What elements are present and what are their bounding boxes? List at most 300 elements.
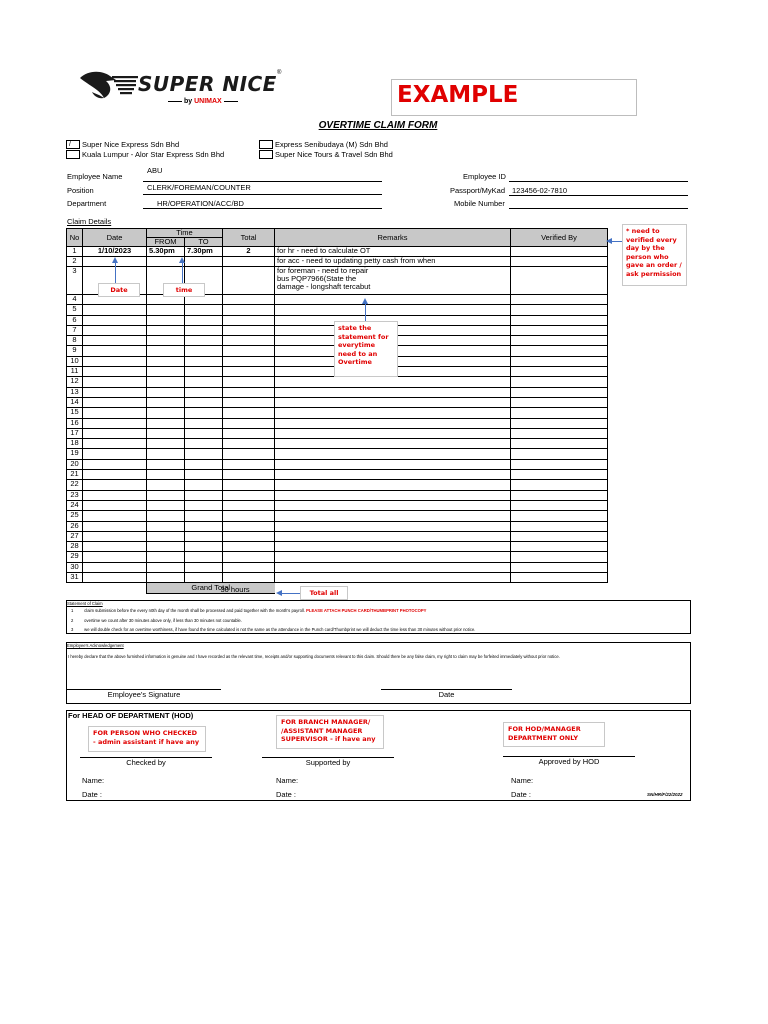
terms-item-1-text: claim submission before the every n0th day of the month shall be processed and paid together with the month's payroll. bbox=[84, 608, 305, 613]
time-note: time bbox=[163, 283, 205, 297]
department-label: Department bbox=[67, 199, 107, 208]
claim-cell-remarks[interactable] bbox=[275, 521, 511, 531]
claim-row bbox=[67, 500, 608, 510]
claim-cell-from[interactable] bbox=[147, 562, 185, 572]
acknowledgement-title: Employee's Acknowledgement bbox=[67, 643, 124, 648]
claim-cell-verified-by[interactable] bbox=[511, 511, 608, 521]
claim-cell-no: 14 bbox=[67, 397, 83, 407]
claim-cell-remarks[interactable] bbox=[275, 531, 511, 541]
claim-cell-verified-by[interactable] bbox=[511, 573, 608, 583]
claim-cell-date[interactable] bbox=[83, 356, 147, 366]
claim-cell-from[interactable] bbox=[147, 521, 185, 531]
claim-row bbox=[67, 449, 608, 459]
claim-cell-to[interactable] bbox=[185, 305, 223, 315]
claim-cell-to[interactable] bbox=[185, 428, 223, 438]
claim-cell-date[interactable] bbox=[83, 418, 147, 428]
claim-cell-total[interactable] bbox=[223, 346, 275, 356]
terms-item-1-highlight: PLEASE ATTACH PUNCH CARD/THUMBPRINT PHOTOCOPY bbox=[306, 608, 427, 613]
claim-cell-to[interactable] bbox=[185, 336, 223, 346]
hod-note-hod: FOR HOD/MANAGER DEPARTMENT ONLY bbox=[503, 722, 605, 747]
claim-cell-no: 29 bbox=[67, 552, 83, 562]
claim-remark-line: bus PQP7966(State the bbox=[277, 274, 357, 283]
claim-remark-line: for acc - need to updating petty cash from when bbox=[277, 256, 436, 265]
header-no: No bbox=[67, 229, 83, 247]
claim-cell-to[interactable] bbox=[185, 521, 223, 531]
grand-total-label: Grand Total bbox=[147, 583, 275, 594]
claim-cell-no: 13 bbox=[67, 387, 83, 397]
claim-cell-no: 8 bbox=[67, 336, 83, 346]
claim-cell-total[interactable] bbox=[223, 500, 275, 510]
claim-cell-remarks[interactable] bbox=[275, 408, 511, 418]
claim-cell-verified-by[interactable] bbox=[511, 336, 608, 346]
terms-box bbox=[66, 600, 691, 634]
claim-cell-to[interactable] bbox=[185, 315, 223, 325]
checked-name-label: Name: bbox=[82, 776, 105, 785]
claim-cell-from[interactable] bbox=[147, 408, 185, 418]
company-checkbox-2[interactable] bbox=[66, 150, 80, 159]
claim-cell-verified-by[interactable] bbox=[511, 470, 608, 480]
claim-cell-from[interactable] bbox=[147, 439, 185, 449]
claim-cell-no: 23 bbox=[67, 490, 83, 500]
claim-remark-line: for hr - need to calculate OT bbox=[277, 246, 371, 255]
claim-row bbox=[67, 470, 608, 480]
claim-cell-total[interactable] bbox=[223, 531, 275, 541]
employee-name-value[interactable]: ABU bbox=[147, 166, 163, 175]
claim-cell-no: 3 bbox=[67, 267, 83, 295]
statement-arrow-head-icon bbox=[362, 298, 368, 304]
claim-cell-to[interactable]: 7.30pm bbox=[185, 247, 223, 257]
claim-cell-verified-by[interactable] bbox=[511, 356, 608, 366]
claim-cell-verified-by[interactable] bbox=[511, 247, 608, 257]
claim-cell-date[interactable] bbox=[83, 315, 147, 325]
acknowledgement-text: I hereby declare that the above furnished information is genuine and I have recorded as the relevant time, receipts and/or supporting documents relevant to this claim. Should there be any false claim, my right to claim may be forfeited immediately without prior notice. bbox=[68, 654, 560, 659]
claim-cell-date[interactable] bbox=[83, 367, 147, 377]
claim-cell-verified-by[interactable] bbox=[511, 346, 608, 356]
approved-by-label: Approved by HOD bbox=[538, 757, 600, 766]
claim-cell-remarks[interactable] bbox=[275, 305, 511, 315]
claim-cell-verified-by[interactable] bbox=[511, 397, 608, 407]
claim-cell-no: 15 bbox=[67, 408, 83, 418]
claim-cell-total[interactable] bbox=[223, 325, 275, 335]
claim-row bbox=[67, 511, 608, 521]
claim-cell-total[interactable] bbox=[223, 295, 275, 305]
claim-cell-from[interactable] bbox=[147, 346, 185, 356]
approved-date-label: Date : bbox=[511, 790, 532, 799]
claim-cell-remarks[interactable] bbox=[275, 439, 511, 449]
claim-row bbox=[67, 295, 608, 305]
claim-row bbox=[67, 408, 608, 418]
claim-row bbox=[67, 428, 608, 438]
claim-cell-total[interactable] bbox=[223, 480, 275, 490]
claim-cell-total[interactable] bbox=[223, 336, 275, 346]
claim-cell-from[interactable] bbox=[147, 449, 185, 459]
claim-cell-verified-by[interactable] bbox=[511, 267, 608, 295]
claim-cell-from[interactable] bbox=[147, 356, 185, 366]
claim-cell-verified-by[interactable] bbox=[511, 449, 608, 459]
claim-cell-no: 21 bbox=[67, 470, 83, 480]
company-label-2: Kuala Lumpur - Alor Star Express Sdn Bhd bbox=[82, 150, 225, 159]
claim-cell-to[interactable] bbox=[185, 542, 223, 552]
total-arrow-icon bbox=[280, 593, 300, 594]
claim-cell-remarks[interactable] bbox=[275, 511, 511, 521]
claim-cell-total[interactable] bbox=[223, 418, 275, 428]
claim-cell-verified-by[interactable] bbox=[511, 367, 608, 377]
claim-cell-date[interactable] bbox=[83, 480, 147, 490]
claim-cell-date[interactable] bbox=[83, 408, 147, 418]
claim-cell-total[interactable] bbox=[223, 511, 275, 521]
company-label-4: Super Nice Tours & Travel Sdn Bhd bbox=[275, 150, 393, 159]
claim-cell-date[interactable] bbox=[83, 305, 147, 315]
claim-cell-to[interactable] bbox=[185, 531, 223, 541]
claim-cell-verified-by[interactable] bbox=[511, 428, 608, 438]
example-stamp bbox=[391, 79, 637, 116]
claim-cell-verified-by[interactable] bbox=[511, 480, 608, 490]
statement-arrow-icon bbox=[365, 303, 366, 321]
claim-cell-remarks[interactable] bbox=[275, 500, 511, 510]
time-arrow-icon bbox=[182, 262, 183, 283]
claim-cell-no: 4 bbox=[67, 295, 83, 305]
header-from: FROM bbox=[147, 238, 185, 247]
employee-name-label: Employee Name bbox=[67, 172, 123, 181]
claim-cell-from[interactable] bbox=[147, 470, 185, 480]
claim-cell-total[interactable] bbox=[223, 562, 275, 572]
claim-cell-verified-by[interactable] bbox=[511, 552, 608, 562]
claim-row bbox=[67, 257, 608, 267]
hod-note-supported: FOR BRANCH MANAGER/ /ASSISTANT MANAGER SUPERVISOR - if have any bbox=[276, 715, 384, 749]
claim-cell-no: 27 bbox=[67, 531, 83, 541]
terms-item-3 bbox=[71, 627, 475, 632]
claim-cell-no: 22 bbox=[67, 480, 83, 490]
claim-header-row bbox=[67, 229, 608, 238]
claim-cell-total[interactable] bbox=[223, 315, 275, 325]
claim-remark-line: damage - longshaft tercabut bbox=[277, 282, 371, 291]
department-underline bbox=[143, 208, 382, 209]
claim-cell-date[interactable] bbox=[83, 346, 147, 356]
claim-cell-from[interactable] bbox=[147, 336, 185, 346]
verified-arrow-head-icon bbox=[606, 238, 612, 244]
claim-cell-to[interactable] bbox=[185, 573, 223, 583]
claim-cell-to[interactable] bbox=[185, 449, 223, 459]
logo-byline bbox=[168, 98, 238, 105]
claim-row bbox=[67, 267, 608, 295]
claim-cell-verified-by[interactable] bbox=[511, 521, 608, 531]
department-value[interactable]: HR/OPERATION/ACC/BD bbox=[157, 199, 244, 208]
claim-cell-verified-by[interactable] bbox=[511, 418, 608, 428]
header-total: Total bbox=[223, 229, 275, 247]
claim-cell-total[interactable] bbox=[223, 257, 275, 267]
claim-cell-remarks[interactable] bbox=[275, 459, 511, 469]
claim-row bbox=[67, 377, 608, 387]
claim-cell-from[interactable]: 5.30pm bbox=[147, 247, 185, 257]
claim-cell-from[interactable] bbox=[147, 531, 185, 541]
claim-cell-to[interactable] bbox=[185, 346, 223, 356]
claim-cell-to[interactable] bbox=[185, 459, 223, 469]
claim-cell-from[interactable] bbox=[147, 552, 185, 562]
claim-cell-verified-by[interactable] bbox=[511, 490, 608, 500]
logo-brand-text: SUPER NICE bbox=[138, 72, 277, 96]
claim-row bbox=[67, 562, 608, 572]
form-code: SN/HR/F/22/2022 bbox=[647, 792, 683, 797]
claim-row bbox=[67, 490, 608, 500]
claim-cell-date[interactable] bbox=[83, 562, 147, 572]
hod-note-checked: FOR PERSON WHO CHECKED - admin assistant if have any bbox=[88, 726, 206, 752]
claim-cell-from[interactable] bbox=[147, 500, 185, 510]
claim-cell-verified-by[interactable] bbox=[511, 325, 608, 335]
claim-cell-total[interactable] bbox=[223, 428, 275, 438]
claim-cell-total[interactable] bbox=[223, 552, 275, 562]
logo-byline-brand: UNIMAX bbox=[194, 98, 222, 105]
claim-cell-from[interactable] bbox=[147, 573, 185, 583]
claim-row bbox=[67, 387, 608, 397]
claim-cell-date[interactable] bbox=[83, 552, 147, 562]
claim-cell-verified-by[interactable] bbox=[511, 315, 608, 325]
claim-cell-remarks[interactable] bbox=[275, 418, 511, 428]
claim-cell-from[interactable] bbox=[147, 428, 185, 438]
claim-cell-date[interactable] bbox=[83, 511, 147, 521]
employee-date-label: Date bbox=[438, 690, 455, 699]
logo bbox=[76, 68, 286, 112]
supported-date-label: Date : bbox=[276, 790, 297, 799]
claim-cell-no: 30 bbox=[67, 562, 83, 572]
claim-cell-verified-by[interactable] bbox=[511, 542, 608, 552]
claim-cell-total[interactable] bbox=[223, 439, 275, 449]
claim-row bbox=[67, 439, 608, 449]
claim-cell-from[interactable] bbox=[147, 377, 185, 387]
claim-cell-total[interactable] bbox=[223, 470, 275, 480]
claim-row bbox=[67, 521, 608, 531]
terms-item-2 bbox=[71, 618, 242, 623]
claim-cell-to[interactable] bbox=[185, 490, 223, 500]
claim-cell-from[interactable] bbox=[147, 459, 185, 469]
claim-cell-no: 28 bbox=[67, 542, 83, 552]
claim-cell-from[interactable] bbox=[147, 367, 185, 377]
claim-cell-verified-by[interactable] bbox=[511, 257, 608, 267]
claim-cell-remarks[interactable] bbox=[275, 428, 511, 438]
claim-cell-no: 1 bbox=[67, 247, 83, 257]
total-arrow-head-icon bbox=[276, 590, 282, 596]
claim-cell-remarks[interactable] bbox=[275, 257, 511, 267]
time-arrow-head-icon bbox=[179, 257, 185, 263]
supported-by-label: Supported by bbox=[305, 758, 351, 767]
claim-cell-no: 7 bbox=[67, 325, 83, 335]
claim-cell-from[interactable] bbox=[147, 305, 185, 315]
claim-cell-total[interactable] bbox=[223, 267, 275, 295]
claim-cell-to[interactable] bbox=[185, 418, 223, 428]
claim-cell-no: 25 bbox=[67, 511, 83, 521]
claim-cell-total[interactable] bbox=[223, 356, 275, 366]
passport-label: Passport/MyKad bbox=[450, 186, 506, 195]
claim-cell-from[interactable] bbox=[147, 315, 185, 325]
claim-cell-no: 6 bbox=[67, 315, 83, 325]
claim-row bbox=[67, 573, 608, 583]
claim-cell-date[interactable] bbox=[83, 459, 147, 469]
claim-cell-verified-by[interactable] bbox=[511, 377, 608, 387]
company-label-3: Express Senibudaya (M) Sdn Bhd bbox=[275, 140, 388, 149]
claim-cell-no: 10 bbox=[67, 356, 83, 366]
employee-id-label: Employee ID bbox=[463, 172, 506, 181]
claim-cell-remarks[interactable] bbox=[275, 247, 511, 257]
claim-cell-remarks[interactable] bbox=[275, 470, 511, 480]
terms-item-2-no: 2 bbox=[71, 618, 74, 623]
claim-row bbox=[67, 552, 608, 562]
claim-cell-remarks[interactable] bbox=[275, 480, 511, 490]
claim-cell-verified-by[interactable] bbox=[511, 562, 608, 572]
claim-cell-remarks[interactable] bbox=[275, 542, 511, 552]
employee-signature-label: Employee's Signature bbox=[107, 690, 181, 699]
claim-cell-no: 20 bbox=[67, 459, 83, 469]
claim-cell-total[interactable] bbox=[223, 377, 275, 387]
claim-cell-to[interactable] bbox=[185, 439, 223, 449]
claim-cell-to[interactable] bbox=[185, 377, 223, 387]
claim-cell-to[interactable] bbox=[185, 470, 223, 480]
claim-cell-remarks[interactable] bbox=[275, 562, 511, 572]
total-note: Total all bbox=[300, 586, 348, 600]
claim-cell-to[interactable] bbox=[185, 356, 223, 366]
claim-cell-from[interactable] bbox=[147, 418, 185, 428]
claim-cell-to[interactable] bbox=[185, 500, 223, 510]
claim-cell-to[interactable] bbox=[185, 397, 223, 407]
claim-cell-date[interactable] bbox=[83, 531, 147, 541]
claim-cell-date[interactable] bbox=[83, 521, 147, 531]
claim-cell-to[interactable] bbox=[185, 552, 223, 562]
verified-note: * need to verified every day by the person who gave an order / ask permission bbox=[622, 224, 687, 286]
claim-cell-verified-by[interactable] bbox=[511, 295, 608, 305]
claim-cell-total[interactable] bbox=[223, 449, 275, 459]
claim-cell-from[interactable] bbox=[147, 511, 185, 521]
header-time: Time bbox=[147, 229, 223, 238]
claim-cell-date[interactable] bbox=[83, 542, 147, 552]
claim-cell-remarks[interactable] bbox=[275, 397, 511, 407]
claim-cell-to[interactable] bbox=[185, 387, 223, 397]
claim-cell-verified-by[interactable] bbox=[511, 439, 608, 449]
claim-cell-date[interactable] bbox=[83, 387, 147, 397]
claim-cell-to[interactable] bbox=[185, 257, 223, 267]
claim-cell-no: 12 bbox=[67, 377, 83, 387]
claim-cell-remarks[interactable] bbox=[275, 449, 511, 459]
company-checkbox-4[interactable] bbox=[259, 150, 273, 159]
claim-cell-no: 19 bbox=[67, 449, 83, 459]
claim-cell-to[interactable] bbox=[185, 562, 223, 572]
claim-row bbox=[67, 459, 608, 469]
claim-cell-date[interactable] bbox=[83, 439, 147, 449]
claim-cell-date[interactable] bbox=[83, 325, 147, 335]
claim-cell-verified-by[interactable] bbox=[511, 408, 608, 418]
header-to: TO bbox=[185, 238, 223, 247]
claim-cell-total[interactable] bbox=[223, 397, 275, 407]
claim-row bbox=[67, 480, 608, 490]
date-arrow-icon bbox=[115, 262, 116, 283]
claim-cell-no: 17 bbox=[67, 428, 83, 438]
claim-cell-date[interactable]: 1/10/2023 bbox=[83, 247, 147, 257]
claim-cell-total[interactable] bbox=[223, 408, 275, 418]
example-stamp-text: EXAMPLE bbox=[397, 82, 519, 108]
claim-cell-from[interactable] bbox=[147, 480, 185, 490]
claim-row bbox=[67, 305, 608, 315]
acknowledgement-box bbox=[66, 642, 691, 704]
claim-cell-remarks[interactable] bbox=[275, 490, 511, 500]
claim-cell-total[interactable] bbox=[223, 490, 275, 500]
claim-cell-verified-by[interactable] bbox=[511, 387, 608, 397]
position-underline bbox=[143, 194, 382, 195]
claim-cell-date[interactable] bbox=[83, 428, 147, 438]
claim-cell-from[interactable] bbox=[147, 490, 185, 500]
claim-cell-total[interactable] bbox=[223, 459, 275, 469]
claim-cell-total[interactable] bbox=[223, 521, 275, 531]
claim-cell-remarks[interactable] bbox=[275, 377, 511, 387]
claim-cell-total[interactable] bbox=[223, 387, 275, 397]
mobile-underline bbox=[509, 208, 688, 209]
claim-cell-from[interactable] bbox=[147, 542, 185, 552]
claim-cell-date[interactable] bbox=[83, 377, 147, 387]
claim-cell-remarks[interactable] bbox=[275, 387, 511, 397]
claim-cell-to[interactable] bbox=[185, 408, 223, 418]
claim-cell-total[interactable] bbox=[223, 305, 275, 315]
terms-item-1 bbox=[71, 608, 426, 613]
claim-row bbox=[67, 542, 608, 552]
claim-cell-verified-by[interactable] bbox=[511, 500, 608, 510]
claim-details-label: Claim Details bbox=[67, 217, 112, 226]
claim-cell-remarks[interactable] bbox=[275, 552, 511, 562]
claim-cell-date[interactable] bbox=[83, 573, 147, 583]
claim-cell-no: 24 bbox=[67, 500, 83, 510]
passport-underline bbox=[509, 195, 688, 196]
claim-cell-date[interactable] bbox=[83, 490, 147, 500]
company-checkbox-1[interactable]: / bbox=[66, 140, 80, 149]
claim-cell-date[interactable] bbox=[83, 397, 147, 407]
grand-total-value[interactable]: 30 hours bbox=[220, 584, 250, 594]
claim-cell-no: 5 bbox=[67, 305, 83, 315]
passport-value[interactable]: 123456-02-7810 bbox=[512, 186, 568, 195]
terms-item-3-no: 3 bbox=[71, 627, 74, 632]
claim-cell-no: 16 bbox=[67, 418, 83, 428]
claim-cell-remarks[interactable] bbox=[275, 295, 511, 305]
position-value[interactable]: CLERK/FOREMAN/COUNTER bbox=[147, 183, 251, 192]
logo-byline-prefix: by bbox=[183, 98, 193, 105]
claim-cell-to[interactable] bbox=[185, 325, 223, 335]
approved-name-label: Name: bbox=[511, 776, 534, 785]
claim-cell-verified-by[interactable] bbox=[511, 305, 608, 315]
claim-cell-total[interactable] bbox=[223, 573, 275, 583]
claim-cell-date[interactable] bbox=[83, 336, 147, 346]
claim-row bbox=[67, 531, 608, 541]
claim-cell-verified-by[interactable] bbox=[511, 531, 608, 541]
header-remarks: Remarks bbox=[275, 229, 511, 247]
claim-cell-from[interactable] bbox=[147, 387, 185, 397]
claim-cell-from[interactable] bbox=[147, 397, 185, 407]
hod-title: For HEAD OF DEPARTMENT (HOD) bbox=[68, 711, 194, 720]
claim-cell-total[interactable]: 2 bbox=[223, 247, 275, 257]
claim-row bbox=[67, 397, 608, 407]
claim-row bbox=[67, 418, 608, 428]
company-checkbox-3[interactable] bbox=[259, 140, 273, 149]
claim-cell-from[interactable] bbox=[147, 325, 185, 335]
claim-cell-no: 2 bbox=[67, 257, 83, 267]
claim-cell-to[interactable] bbox=[185, 511, 223, 521]
claim-cell-to[interactable] bbox=[185, 367, 223, 377]
claim-cell-no: 31 bbox=[67, 573, 83, 583]
claim-cell-verified-by[interactable] bbox=[511, 459, 608, 469]
claim-cell-date[interactable] bbox=[83, 449, 147, 459]
employee-id-underline bbox=[509, 181, 688, 182]
claim-cell-remarks[interactable] bbox=[275, 267, 511, 295]
claim-cell-remarks[interactable] bbox=[275, 573, 511, 583]
claim-cell-date[interactable] bbox=[83, 470, 147, 480]
claim-cell-date[interactable] bbox=[83, 500, 147, 510]
claim-cell-total[interactable] bbox=[223, 367, 275, 377]
claim-cell-to[interactable] bbox=[185, 480, 223, 490]
claim-cell-total[interactable] bbox=[223, 542, 275, 552]
logo-registered-mark: ® bbox=[277, 70, 282, 76]
